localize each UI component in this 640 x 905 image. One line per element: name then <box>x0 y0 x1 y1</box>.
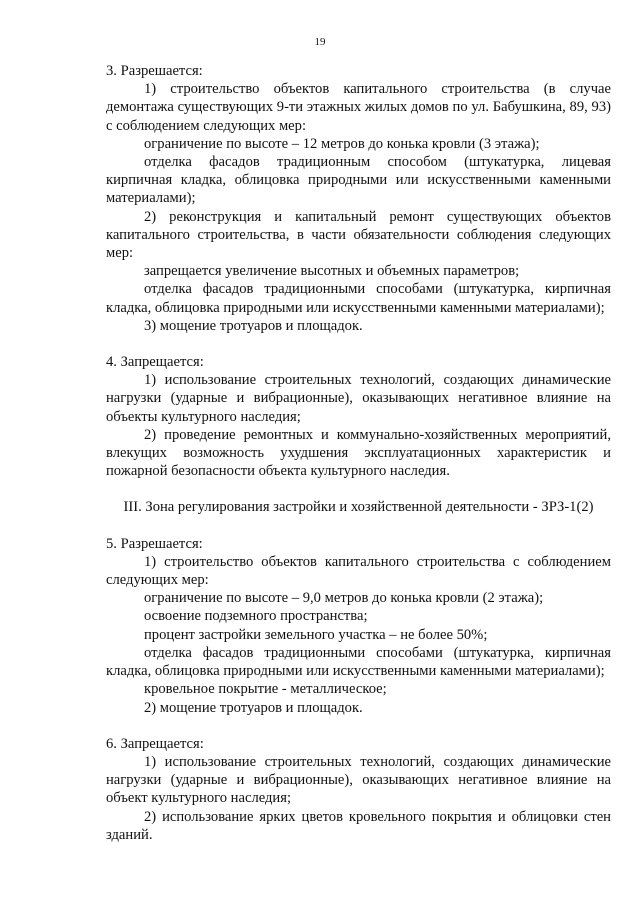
section-6-item-2: 2) использование ярких цветов кровельного покрытия и облицовки стен зданий. <box>106 808 611 843</box>
zone-title: III. Зона регулирования застройки и хозяйственной деятельности - ЗРЗ-1(2) <box>123 499 594 516</box>
section-5-facade-finish: отделка фасадов традиционными способами (штукатурка, кирпичная кладка, облицовка природными или искусственными каменными материалами); <box>106 644 611 680</box>
page-number: 19 <box>314 36 326 48</box>
section-3-heading: 3. Разрешается: <box>106 63 203 79</box>
section-3-height-limit: ограничение по высоте – 12 метров до конька кровли (3 этажа); <box>144 135 540 152</box>
section-4-item-1: 1) использование строительных технологий, создающих динамические нагрузки (ударные и вибрационные), оказывающих негативное влияние на объекты культурного наследия; <box>106 372 611 425</box>
section-5-coverage: процент застройки земельного участка – не более 50%; <box>144 626 488 643</box>
section-5-underground: освоение подземного пространства; <box>144 608 368 625</box>
document-body <box>106 62 611 844</box>
section-5-item-1: 1) строительство объектов капитального строительства с соблюдением следующих мер: <box>106 553 611 589</box>
section-3-facade-finish-2: отделка фасадов традиционными способами (штукатурка, кирпичная кладка, облицовка природными или искусственными каменными материалами); <box>106 281 611 316</box>
section-3-item-2: 2) реконструкция и капитальный ремонт существующих объектов капитального строительства, в части обязательности соблюдения следующих мер: <box>106 208 611 262</box>
section-3-facade-finish: отделка фасадов традиционным способом (штукатурка, лицевая кирпичная кладка, облицовка природными или искусственными каменными материалами); <box>106 154 611 207</box>
section-6-heading: 6. Запрещается: <box>106 735 204 752</box>
section-5-roofing: кровельное покрытие - металлическое; <box>144 681 387 698</box>
section-3-item-3: 3) мощение тротуаров и площадок. <box>144 317 363 334</box>
section-5-item-2: 2) мощение тротуаров и площадок. <box>144 699 363 716</box>
section-5-heading: 5. Разрешается: <box>106 535 203 552</box>
section-4-item-2: 2) проведение ремонтных и коммунально-хозяйственных мероприятий, влекущих возможность ухудшения эксплуатационных характеристик и пожарной безопасности объекта культурного наследия. <box>106 426 611 480</box>
section-3-volume-ban: запрещается увеличение высотных и объемных параметров; <box>144 263 520 280</box>
section-4-heading: 4. Запрещается: <box>106 354 204 371</box>
section-3-item-1: 1) строительство объектов капитального строительства (в случае демонтажа существующих 9-ти этажных жилых домов по ул. Бабушкина, 89, 93) с соблюдением следующих мер: <box>106 81 611 134</box>
section-5-height-limit: ограничение по высоте – 9,0 метров до конька кровли (2 этажа); <box>144 590 544 607</box>
section-6-item-1: 1) использование строительных технологий, создающих динамические нагрузки (ударные и вибрационные), оказывающих негативное влияние на объект культурного наследия; <box>106 753 611 807</box>
